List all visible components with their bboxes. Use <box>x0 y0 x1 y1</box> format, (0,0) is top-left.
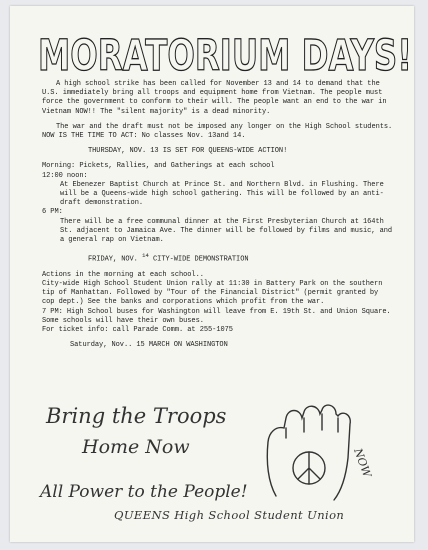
paragraph-strike: A high school strike has been called for November 13 and 14 to demand that the U.S. immediately bring all troops and equipment home from Vietnam. The people must force the government to conform to their will. The people want an end to the war in Vietnam NOW!! The "silent majority" is a dead minority. <box>42 80 391 116</box>
thursday-noon-label: 12:00 noon: <box>42 171 88 180</box>
handwritten-all-power: All Power to the People! <box>40 482 248 502</box>
handwritten-home-now: Home Now <box>82 436 190 458</box>
paragraph-draft: The war and the draft must not be imposed any longer on the High School students. NOW IS THE TIME TO ACT: No classes Nov. 13and 14. <box>42 122 397 141</box>
handwritten-student-union: QUEENS High School Student Union <box>114 508 345 522</box>
thursday-pm-label: 6 PM: <box>42 208 63 217</box>
fist-now-text: NOW <box>351 446 374 480</box>
friday-heading: FRIDAY, NOV. $^{14}$ CITY-WIDE DEMONSTRATION <box>88 252 249 264</box>
saturday-line: Saturday, Nov.. 15 MARCH ON WASHINGTON <box>70 341 228 350</box>
flyer-page <box>10 6 414 542</box>
thursday-morning: Morning: Pickets, Rallies, and Gatherings at each school <box>42 162 275 171</box>
friday-line: 7 PM: High School buses for Washington will leave from E. 19th St. and Union Square. Some schools will have their own buses. <box>42 307 395 325</box>
fist-peace-drawing <box>254 398 374 508</box>
headline-text: MORATORIUM DAYS! <box>38 31 412 81</box>
flyer-body <box>42 80 397 350</box>
friday-line: City-wide High School Student Union rally at 11:30 in Battery Park on the southern tip of Manhattan. Followed by "Tour of the Financial District" (permit granted by cop dept.) See the banks and corporations which profit from the war. <box>42 279 387 307</box>
handwritten-bring-troops: Bring the Troops <box>46 404 227 428</box>
thursday-noon-text: At Ebenezer Baptist Church at Prince St. and Northern Blvd. in Flushing. There will be a Queens-wide high school gathering. This will be followed by an anti-draft demonstration. <box>60 180 388 208</box>
thursday-heading: THURSDAY, NOV. 13 IS SET FOR QUEENS-WIDE ACTION! <box>88 147 288 156</box>
thursday-pm-text: There will be a free communal dinner at the First Presbyterian Church at 164th St. adjacent to Jamaica Ave. The dinner will be followed by films and music, and a general rap on Vietnam. <box>60 217 397 245</box>
friday-line: Actions in the morning at each school.. <box>42 270 204 279</box>
headline-banner <box>34 24 418 84</box>
friday-line: For ticket info: call Parade Comm. at 255-1075 <box>42 326 233 334</box>
